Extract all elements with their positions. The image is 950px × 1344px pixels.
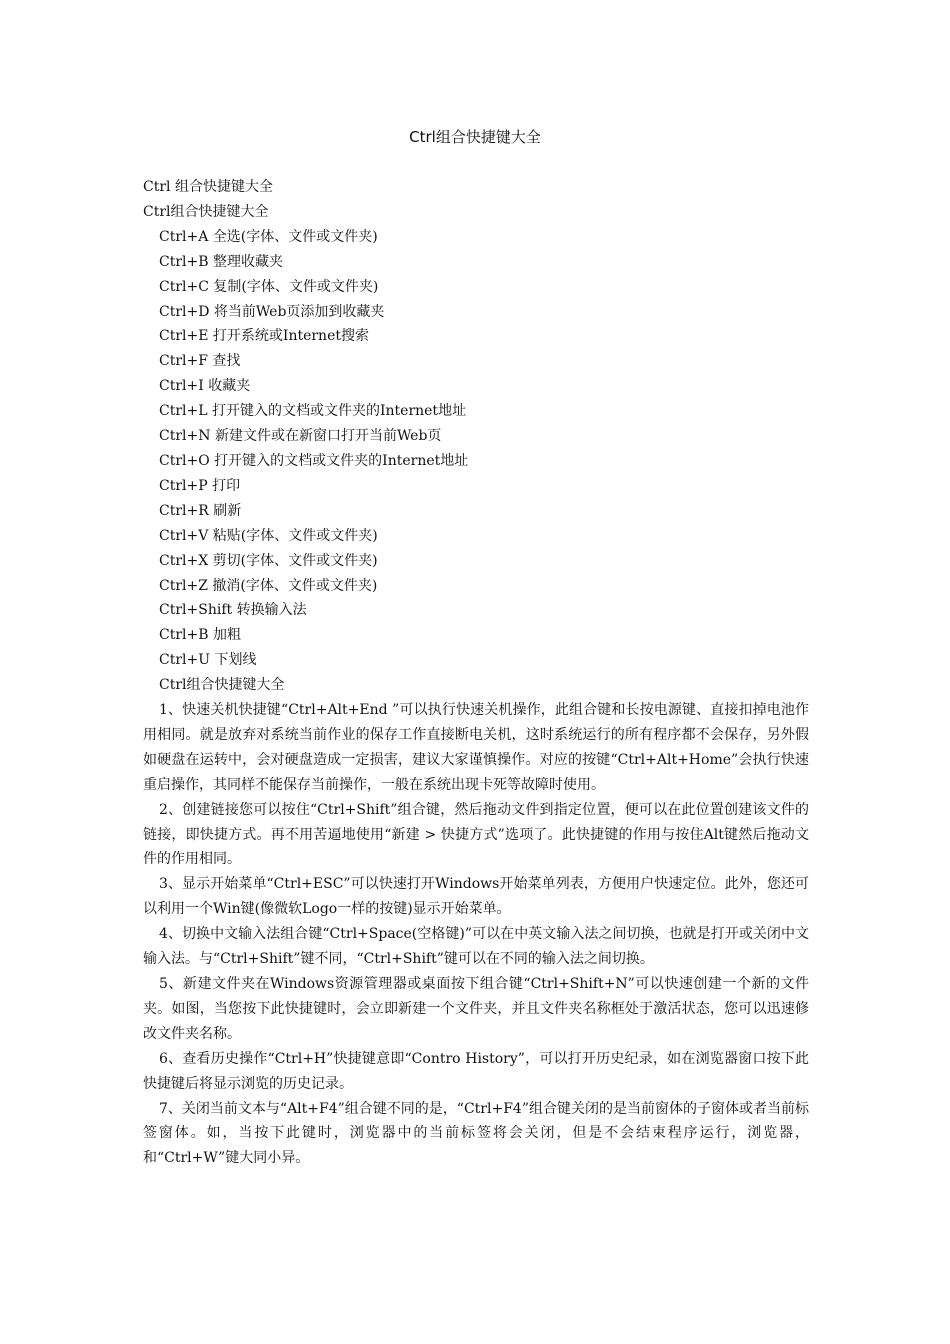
shortcut-item: Ctrl+B 整理收藏夹 bbox=[159, 253, 283, 270]
tip-paragraph: 5、新建文件夹在Windows资源管理器或桌面按下组合键“Ctrl+Shift+N”可以快速创建一个新的文件夹。如图，当您按下此快捷键时，会立即新建一个文件夹，并且文件夹名称框处于激活状态，您可以迅速修改文件夹名称。 bbox=[143, 976, 809, 1042]
shortcut-item: Ctrl+Z 撤消(字体、文件或文件夹) bbox=[159, 577, 378, 594]
shortcut-item: Ctrl+P 打印 bbox=[159, 477, 241, 494]
tip-paragraph: 4、切换中文输入法组合键“Ctrl+Space(空格键)”可以在中英文输入法之间切换，也就是打开或关闭中文输入法。与“Ctrl+Shift”键不同，“Ctrl+Shift”键可以在不同的输入法之间切换。 bbox=[143, 926, 809, 968]
shortcut-item: Ctrl+O 打开键入的文档或文件夹的Internet地址 bbox=[159, 452, 469, 469]
shortcut-item: Ctrl组合快捷键大全 bbox=[159, 677, 285, 694]
subheading-line: Ctrl组合快捷键大全 bbox=[143, 203, 269, 220]
shortcut-item: Ctrl+A 全选(字体、文件或文件夹) bbox=[159, 228, 378, 245]
tips-section bbox=[143, 698, 809, 1171]
tip-paragraph: 1、快速关机快捷键“Ctrl+Alt+End ”可以执行快速关机操作，此组合键和长按电源键、直接扣掉电池作用相同。就是放弃对系统当前作业的保存工作直接断电关机，这时系统运行的所有程序都不会保存，另外假如硬盘在运转中，会对硬盘造成一定损害，建议大家谨慎操作。对应的按键“Ctrl+Alt+Home”会执行快速重启操作，其同样不能保存当前操作，一般在系统出现卡死等故障时使用。 bbox=[143, 702, 809, 793]
shortcut-item: Ctrl+F 查找 bbox=[159, 353, 241, 370]
shortcut-item: Ctrl+C 复制(字体、文件或文件夹) bbox=[159, 278, 379, 295]
shortcut-item: Ctrl+D 将当前Web页添加到收藏夹 bbox=[159, 303, 385, 320]
shortcut-item: Ctrl+L 打开键入的文档或文件夹的Internet地址 bbox=[159, 403, 467, 420]
tip-paragraph: 6、查看历史操作“Ctrl+H”快捷键意即“Contro History”，可以打开历史纪录，如在浏览器窗口按下此快捷键后将显示浏览的历史记录。 bbox=[143, 1050, 809, 1092]
shortcut-item: Ctrl+B 加粗 bbox=[159, 627, 241, 644]
tip-paragraph: 2、创建链接您可以按住“Ctrl+Shift”组合键，然后拖动文件到指定位置，便可以在此位置创建该文件的链接，即快捷方式。再不用苦逼地使用“新建 > 快捷方式”选项了。此快捷键的作用与按住Alt键然后拖动文件的作用相同。 bbox=[143, 801, 809, 868]
shortcut-item: Ctrl+U 下划线 bbox=[159, 652, 257, 669]
document-title: Ctrl组合快捷键大全 bbox=[409, 128, 541, 146]
tip-paragraph: 3、显示开始菜单“Ctrl+ESC”可以快速打开Windows开始菜单列表，方便用户快速定位。此外，您还可以利用一个Win键(像微软Logo一样的按键)显示开始菜单。 bbox=[143, 876, 809, 918]
shortcut-item: Ctrl+N 新建文件或在新窗口打开当前Web页 bbox=[159, 428, 442, 445]
shortcut-item: Ctrl+X 剪切(字体、文件或文件夹) bbox=[159, 552, 378, 569]
shortcut-item: Ctrl+Shift 转换输入法 bbox=[159, 602, 307, 619]
shortcut-item: Ctrl+R 刷新 bbox=[159, 502, 242, 519]
document-body bbox=[143, 175, 809, 1171]
shortcut-list bbox=[143, 225, 809, 698]
shortcut-item: Ctrl+V 粘贴(字体、文件或文件夹) bbox=[159, 527, 378, 544]
shortcut-item: Ctrl+E 打开系统或Internet搜索 bbox=[159, 328, 369, 345]
heading-line: Ctrl 组合快捷键大全 bbox=[143, 179, 273, 195]
shortcut-item: Ctrl+I 收藏夹 bbox=[159, 378, 251, 395]
tip-paragraph: 7、关闭当前文本与“Alt+F4”组合键不同的是，“Ctrl+F4”组合键关闭的是当前窗体的子窗体或者当前标签窗体。如，当按下此键时，浏览器中的当前标签将会关闭，但是不会结束程序运行，浏览器，和“Ctrl+W”键大同小异。 bbox=[143, 1100, 809, 1167]
